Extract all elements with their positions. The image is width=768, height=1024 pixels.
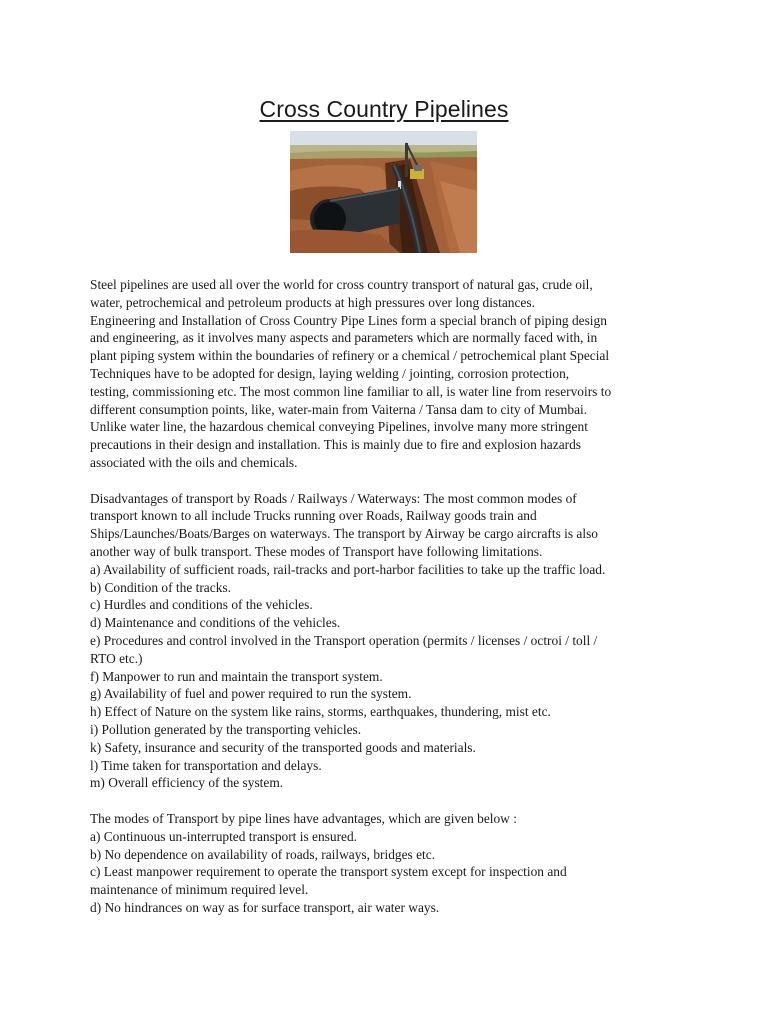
- list-item: c) Hurdles and conditions of the vehicles.: [90, 597, 313, 613]
- paragraph-intro: [90, 276, 690, 472]
- text-line: and engineering, as it involves many aspects and parameters which are normally faced with, in: [90, 330, 598, 346]
- list-item: a) Continuous un-interrupted transport is ensured.: [90, 828, 358, 844]
- text-line: water, petrochemical and petroleum products at high pressures over long distances.: [90, 294, 535, 310]
- list-item: i) Pollution generated by the transporting vehicles.: [90, 721, 362, 737]
- text-line: associated with the oils and chemicals.: [90, 454, 298, 470]
- list-item: RTO etc.): [90, 650, 143, 666]
- list-item: maintenance of minimum required level.: [90, 882, 309, 898]
- page-title: Cross Country Pipelines: [259, 96, 509, 122]
- body-text: [90, 276, 690, 917]
- list-item: e) Procedures and control involved in the Transport operation (permits / licenses / octroi / toll /: [90, 632, 598, 648]
- paragraph-gap: [90, 792, 690, 810]
- list-item: l) Time taken for transportation and delays.: [90, 757, 322, 773]
- text-line: Unlike water line, the hazardous chemical conveying Pipelines, involve many more stringent: [90, 419, 588, 435]
- text-line: The modes of Transport by pipe lines have advantages, which are given below :: [90, 810, 517, 826]
- list-item: d) Maintenance and conditions of the vehicles.: [90, 615, 341, 631]
- list-item: d) No hindrances on way as for surface transport, air water ways.: [90, 899, 440, 915]
- pipeline-photo: [290, 131, 477, 253]
- text-line: Engineering and Installation of Cross Country Pipe Lines form a special branch of piping design: [90, 312, 607, 328]
- pipeline-photo-image: [290, 131, 477, 253]
- list-item: b) Condition of the tracks.: [90, 579, 231, 595]
- text-line: Ships/Launches/Boats/Barges on waterways. The transport by Airway be cargo aircrafts is also: [90, 526, 598, 542]
- list-item: h) Effect of Nature on the system like rains, storms, earthquakes, thundering, mist etc.: [90, 704, 551, 720]
- paragraph-advantages: [90, 810, 690, 917]
- list-item: g) Availability of fuel and power required to run the system.: [90, 686, 412, 702]
- text-line: Disadvantages of transport by Roads / Railways / Waterways: The most common modes of: [90, 490, 577, 506]
- list-item: c) Least manpower requirement to operate the transport system except for inspection and: [90, 864, 567, 880]
- text-line: testing, commissioning etc. The most common line familiar to all, is water line from reservoirs to: [90, 383, 612, 399]
- text-line: different consumption points, like, water-main from Vaiterna / Tansa dam to city of Mumbai.: [90, 401, 588, 417]
- list-item: m) Overall efficiency of the system.: [90, 775, 284, 791]
- text-line: transport known to all include Trucks running over Roads, Railway goods train and: [90, 508, 537, 524]
- list-item: b) No dependence on availability of roads, railways, bridges etc.: [90, 846, 436, 862]
- text-line: plant piping system within the boundaries of refinery or a chemical / petrochemical plant Special: [90, 348, 610, 364]
- paragraph-gap: [90, 472, 690, 490]
- list-item: f) Manpower to run and maintain the transport system.: [90, 668, 383, 684]
- list-item: k) Safety, insurance and security of the transported goods and materials.: [90, 739, 476, 755]
- text-line: Steel pipelines are used all over the world for cross country transport of natural gas, crude oil,: [90, 277, 593, 292]
- paragraph-disadvantages: [90, 490, 690, 793]
- text-line: precautions in their design and installation. This is mainly due to fire and explosion hazards: [90, 437, 582, 453]
- text-line: another way of bulk transport. These modes of Transport have following limitations.: [90, 543, 543, 559]
- text-line: Techniques have to be adopted for design, laying welding / jointing, corrosion protection,: [90, 365, 570, 381]
- list-item: a) Availability of sufficient roads, rail-tracks and port-harbor facilities to take up the traffic load.: [90, 561, 606, 577]
